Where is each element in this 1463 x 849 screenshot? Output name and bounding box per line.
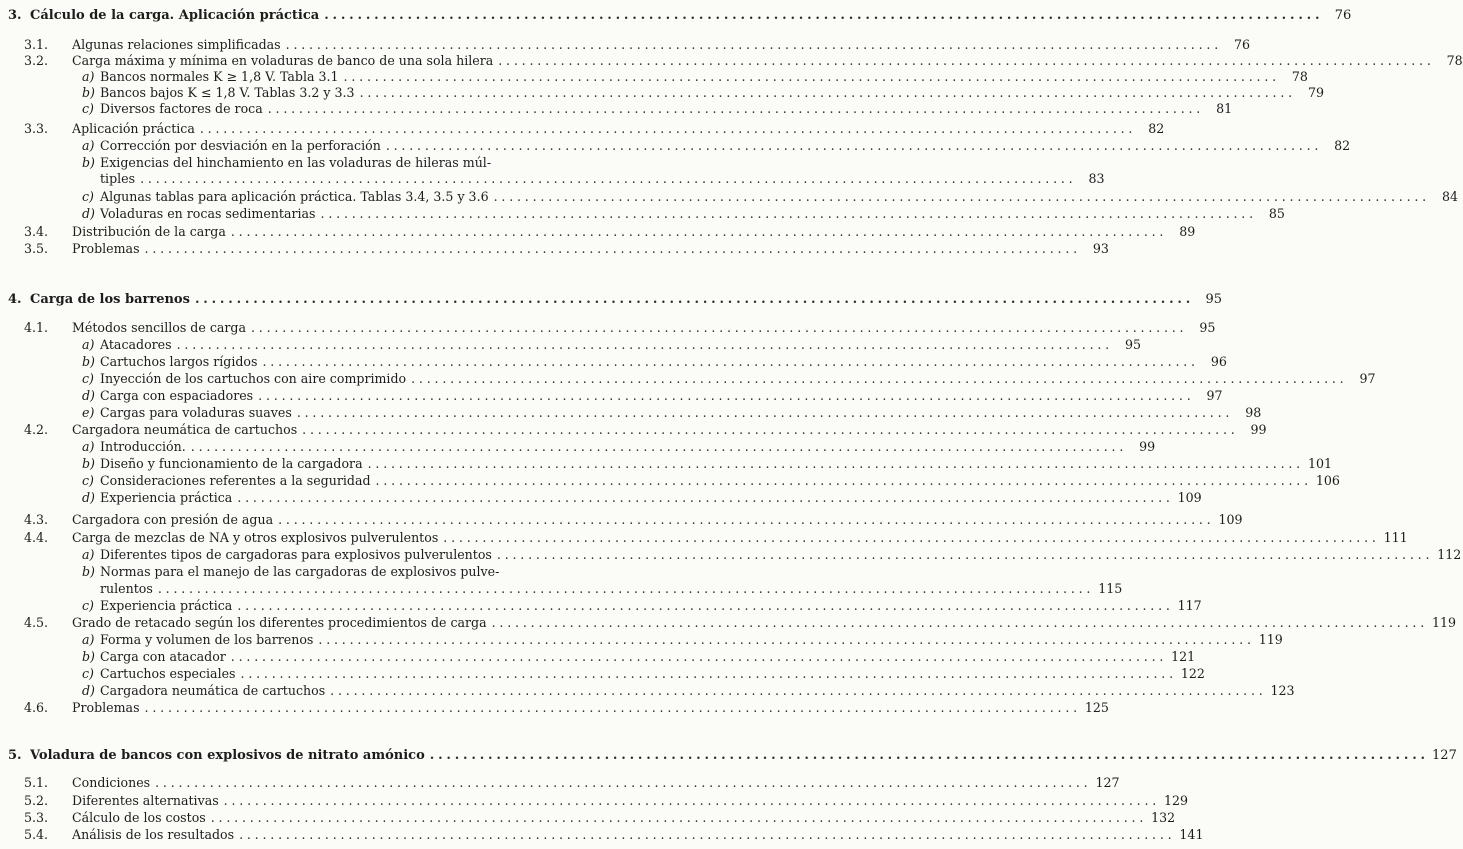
page-number: 99: [1139, 439, 1156, 454]
toc-entry: [0, 547, 1462, 562]
section-number: 4.6.: [24, 700, 49, 715]
toc-entry: [0, 793, 1189, 808]
subsection-letter: b): [82, 85, 95, 100]
chapter-number: 4.: [8, 292, 22, 307]
dot-leader: ........................................................................................................................: [223, 793, 1161, 808]
entry-text: Algunas relaciones simplificadas: [72, 37, 281, 52]
subsection-letter: c): [82, 473, 94, 488]
entry-text: Bancos bajos K ≤ 1,8 V. Tablas 3.2 y 3.3: [100, 85, 355, 100]
section-number: 3.5.: [24, 241, 49, 256]
toc-entry: [0, 456, 1332, 471]
page-number: 83: [1088, 171, 1105, 186]
dot-leader: ........................................................................................................................: [285, 37, 1223, 52]
toc-entry: [0, 371, 1376, 386]
dot-leader: ........................................................................................................................: [429, 748, 1429, 763]
entry-text: rulentos: [100, 581, 153, 596]
subsection-letter: b): [82, 155, 95, 170]
page-number: 84: [1441, 189, 1458, 204]
dot-leader: ........................................................................................................................: [359, 85, 1296, 100]
entry-text: Algunas tablas para aplicación práctica. Tablas 3.4, 3.5 y 3.6: [100, 189, 489, 204]
dot-leader: ........................................................................................................................: [367, 456, 1304, 471]
page-number: 76: [1334, 8, 1352, 23]
toc-entry: [0, 206, 1285, 221]
page-number: 82: [1334, 138, 1351, 153]
entry-text: Cargadora con presión de agua: [72, 512, 274, 527]
entry-text: Carga máxima y mínima en voladuras de banco de una sola hilera: [72, 53, 494, 68]
entry-text: Diferentes tipos de cargadoras para explosivos pulverulentos: [100, 547, 492, 562]
dot-leader: ........................................................................................................................: [411, 371, 1348, 386]
section-number: 4.5.: [24, 615, 49, 630]
toc-entry: [0, 649, 1196, 664]
chapter-heading: [0, 292, 1223, 307]
entry-text: Inyección de los cartuchos con aire comprimido: [100, 371, 407, 386]
dot-leader: ........................................................................................................................: [443, 530, 1380, 545]
dot-leader: ........................................................................................................................: [320, 206, 1257, 221]
dot-leader: ........................................................................................................................: [199, 121, 1137, 136]
section-number: 5.2.: [24, 793, 49, 808]
section-number: 5.1.: [24, 775, 49, 790]
page-number: 79: [1307, 85, 1324, 100]
dot-leader: ........................................................................................................................: [144, 700, 1081, 715]
dot-leader: ........................................................................................................................: [258, 388, 1195, 403]
page-number: 112: [1437, 547, 1462, 562]
entry-text: Problemas: [72, 700, 140, 715]
subsection-letter: b): [82, 564, 95, 579]
section-number: 3.1.: [24, 37, 49, 52]
entry-text: Experiencia práctica: [100, 490, 233, 505]
section-number: 3.3.: [24, 121, 49, 136]
page-number: 99: [1250, 422, 1267, 437]
page-number: 121: [1171, 649, 1196, 664]
toc-entry: [0, 320, 1216, 335]
entry-text: Carga con atacador: [100, 649, 226, 664]
subsection-letter: e): [82, 405, 95, 420]
page-number: 127: [1095, 775, 1120, 790]
entry-text: Carga de mezclas de NA y otros explosivos pulverulentos: [72, 530, 439, 545]
toc-entry-continuation: [0, 171, 1105, 186]
subsection-letter: d): [82, 683, 95, 698]
toc-entry: [0, 101, 1233, 116]
section-number: 4.2.: [24, 422, 49, 437]
toc-entry: [0, 564, 600, 579]
subsection-letter: d): [82, 206, 95, 221]
dot-leader: ........................................................................................................................: [157, 581, 1095, 596]
entry-text: Voladuras en rocas sedimentarias: [100, 206, 316, 221]
page-number: 98: [1245, 405, 1262, 420]
entry-text: Corrección por desviación en la perforación: [100, 138, 381, 153]
dot-leader: ........................................................................................................................: [230, 649, 1168, 664]
toc-entry: [0, 354, 1227, 369]
entry-text: Grado de retacado según los diferentes procedimientos de carga: [72, 615, 487, 630]
page-number: 115: [1098, 581, 1123, 596]
entry-text: Exigencias del hinchamiento en las voladuras de hileras múl-: [100, 155, 492, 170]
page-number: 122: [1180, 666, 1205, 681]
section-number: 3.2.: [24, 53, 49, 68]
page-number: 123: [1270, 683, 1295, 698]
page-number: 97: [1359, 371, 1376, 386]
chapter-number: 3.: [8, 8, 22, 23]
dot-leader: ........................................................................................................................: [343, 69, 1280, 84]
dot-leader: ........................................................................................................................: [240, 666, 1177, 681]
page-number: 117: [1177, 598, 1202, 613]
entry-text: Cargas para voladuras suaves: [100, 405, 292, 420]
page-number: 95: [1205, 292, 1223, 307]
dot-leader: ........................................................................................................................: [324, 8, 1324, 23]
page-number: 78: [1446, 53, 1463, 68]
dot-leader: ........................................................................................................................: [140, 171, 1077, 186]
dot-leader: ........................................................................................................................: [194, 292, 1195, 307]
dot-leader: ........................................................................................................................: [375, 473, 1312, 488]
entry-text: Distribución de la carga: [72, 224, 226, 239]
subsection-letter: d): [82, 490, 95, 505]
entry-text: Normas para el manejo de las cargadoras de explosivos pulve-: [100, 564, 500, 579]
toc-entry: [0, 422, 1267, 437]
entry-text: Cálculo de los costos: [72, 810, 206, 825]
page-number: 78: [1291, 69, 1308, 84]
entry-text: Forma y volumen de los barrenos: [100, 632, 314, 647]
page-number: 141: [1179, 827, 1204, 842]
section-number: 4.4.: [24, 530, 49, 545]
dot-leader: ........................................................................................................................: [496, 547, 1434, 562]
entry-text: Introducción.: [100, 439, 186, 454]
chapter-title: Cálculo de la carga. Aplicación práctica: [30, 8, 320, 23]
page-number: 132: [1151, 810, 1176, 825]
subsection-letter: a): [82, 138, 95, 153]
page-number: 109: [1177, 490, 1202, 505]
subsection-letter: b): [82, 456, 95, 471]
dot-leader: ........................................................................................................................: [144, 241, 1081, 256]
page-number: 109: [1218, 512, 1243, 527]
entry-text: Atacadores: [100, 337, 172, 352]
entry-text: tiples: [100, 171, 136, 186]
page-number: 95: [1124, 337, 1141, 352]
toc-entry: [0, 530, 1408, 545]
dot-leader: ........................................................................................................................: [237, 490, 1174, 505]
page-number: 97: [1206, 388, 1223, 403]
entry-text: Problemas: [72, 241, 140, 256]
dot-leader: ........................................................................................................................: [262, 354, 1199, 369]
toc-entry: [0, 53, 1463, 68]
dot-leader: ........................................................................................................................: [190, 439, 1128, 454]
toc-entry: [0, 683, 1295, 698]
chapter-heading: [0, 748, 1457, 763]
toc-entry-continuation: [0, 581, 1123, 596]
subsection-letter: c): [82, 598, 94, 613]
chapter-heading: [0, 8, 1352, 23]
page-number: 119: [1431, 615, 1457, 630]
entry-text: Diseño y funcionamiento de la cargadora: [100, 456, 363, 471]
page-number: 95: [1199, 320, 1216, 335]
entry-text: Diferentes alternativas: [72, 793, 219, 808]
dot-leader: ........................................................................................................................: [278, 512, 1215, 527]
dot-leader: ........................................................................................................................: [250, 320, 1188, 335]
entry-text: Métodos sencillos de carga: [72, 320, 246, 335]
subsection-letter: a): [82, 439, 95, 454]
subsection-letter: c): [82, 371, 94, 386]
section-number: 3.4.: [24, 224, 49, 239]
page-number: 125: [1084, 700, 1109, 715]
subsection-letter: a): [82, 337, 95, 352]
page-number: 96: [1210, 354, 1227, 369]
page-number: 82: [1148, 121, 1165, 136]
subsection-letter: a): [82, 69, 95, 84]
toc-entry: [0, 85, 1324, 100]
dot-leader: ........................................................................................................................: [155, 775, 1092, 790]
toc-entry: [0, 598, 1202, 613]
page-number: 85: [1268, 206, 1285, 221]
page-number: 93: [1092, 241, 1109, 256]
toc-entry: [0, 615, 1457, 630]
entry-text: Cargadora neumática de cartuchos: [72, 422, 298, 437]
toc-entry: [0, 512, 1243, 527]
toc-entry: [0, 490, 1202, 505]
page-number: 119: [1258, 632, 1283, 647]
entry-text: Consideraciones referentes a la seguridad: [100, 473, 371, 488]
dot-leader: ........................................................................................................................: [498, 53, 1435, 68]
entry-text: Aplicación práctica: [72, 121, 195, 136]
subsection-letter: d): [82, 388, 95, 403]
toc-entry: [0, 666, 1205, 681]
chapter-title: Carga de los barrenos: [30, 292, 190, 307]
page-number: 89: [1179, 224, 1196, 239]
toc-entry: [0, 337, 1141, 352]
page-number: 106: [1315, 473, 1340, 488]
subsection-letter: b): [82, 649, 95, 664]
page-number: 127: [1432, 748, 1457, 763]
entry-text: Bancos normales K ≥ 1,8 V. Tabla 3.1: [100, 69, 339, 84]
toc-entry: [0, 189, 1458, 204]
page-number: 129: [1164, 793, 1189, 808]
subsection-letter: a): [82, 547, 95, 562]
section-number: 4.3.: [24, 512, 49, 527]
dot-leader: ........................................................................................................................: [385, 138, 1323, 153]
dot-leader: ........................................................................................................................: [330, 683, 1267, 698]
entry-text: Análisis de los resultados: [72, 827, 235, 842]
entry-text: Cartuchos largos rígidos: [100, 354, 258, 369]
chapter-number: 5.: [8, 748, 22, 763]
toc-entry: [0, 37, 1251, 52]
page-number: 76: [1234, 37, 1251, 52]
entry-text: Diversos factores de roca: [100, 101, 263, 116]
toc-entry: [0, 827, 1204, 842]
section-number: 5.4.: [24, 827, 49, 842]
toc-entry: [0, 810, 1176, 825]
toc-entry: [0, 700, 1109, 715]
toc-entry: [0, 439, 1156, 454]
toc-entry: [0, 473, 1340, 488]
page-number: 81: [1216, 101, 1233, 116]
entry-text: Cartuchos especiales: [100, 666, 236, 681]
subsection-letter: c): [82, 101, 94, 116]
section-number: 5.3.: [24, 810, 49, 825]
dot-leader: ........................................................................................................................: [239, 827, 1176, 842]
dot-leader: ........................................................................................................................: [230, 224, 1168, 239]
dot-leader: ........................................................................................................................: [210, 810, 1148, 825]
dot-leader: ........................................................................................................................: [176, 337, 1113, 352]
toc-entry: [0, 241, 1109, 256]
entry-text: Experiencia práctica: [100, 598, 233, 613]
toc-entry: [0, 775, 1120, 790]
toc-entry: [0, 405, 1262, 420]
entry-text: Carga con espaciadores: [100, 388, 254, 403]
dot-leader: ........................................................................................................................: [267, 101, 1205, 116]
subsection-letter: a): [82, 632, 95, 647]
subsection-letter: b): [82, 354, 95, 369]
toc-entry: [0, 69, 1308, 84]
toc-entry: [0, 155, 600, 170]
dot-leader: ........................................................................................................................: [237, 598, 1174, 613]
dot-leader: ........................................................................................................................: [318, 632, 1255, 647]
dot-leader: ........................................................................................................................: [491, 615, 1429, 630]
entry-text: Cargadora neumática de cartuchos: [100, 683, 326, 698]
page-number: 101: [1307, 456, 1332, 471]
entry-text: Condiciones: [72, 775, 151, 790]
dot-leader: ........................................................................................................................: [296, 405, 1234, 420]
toc-entry: [0, 138, 1351, 153]
toc-entry: [0, 121, 1165, 136]
subsection-letter: c): [82, 666, 94, 681]
chapter-title: Voladura de bancos con explosivos de nitrato amónico: [30, 748, 425, 763]
section-number: 4.1.: [24, 320, 49, 335]
toc-entry: [0, 632, 1283, 647]
dot-leader: ........................................................................................................................: [493, 189, 1430, 204]
page-number: 111: [1383, 530, 1408, 545]
toc-entry: [0, 224, 1196, 239]
toc-entry: [0, 388, 1223, 403]
dot-leader: ........................................................................................................................: [302, 422, 1239, 437]
subsection-letter: c): [82, 189, 94, 204]
